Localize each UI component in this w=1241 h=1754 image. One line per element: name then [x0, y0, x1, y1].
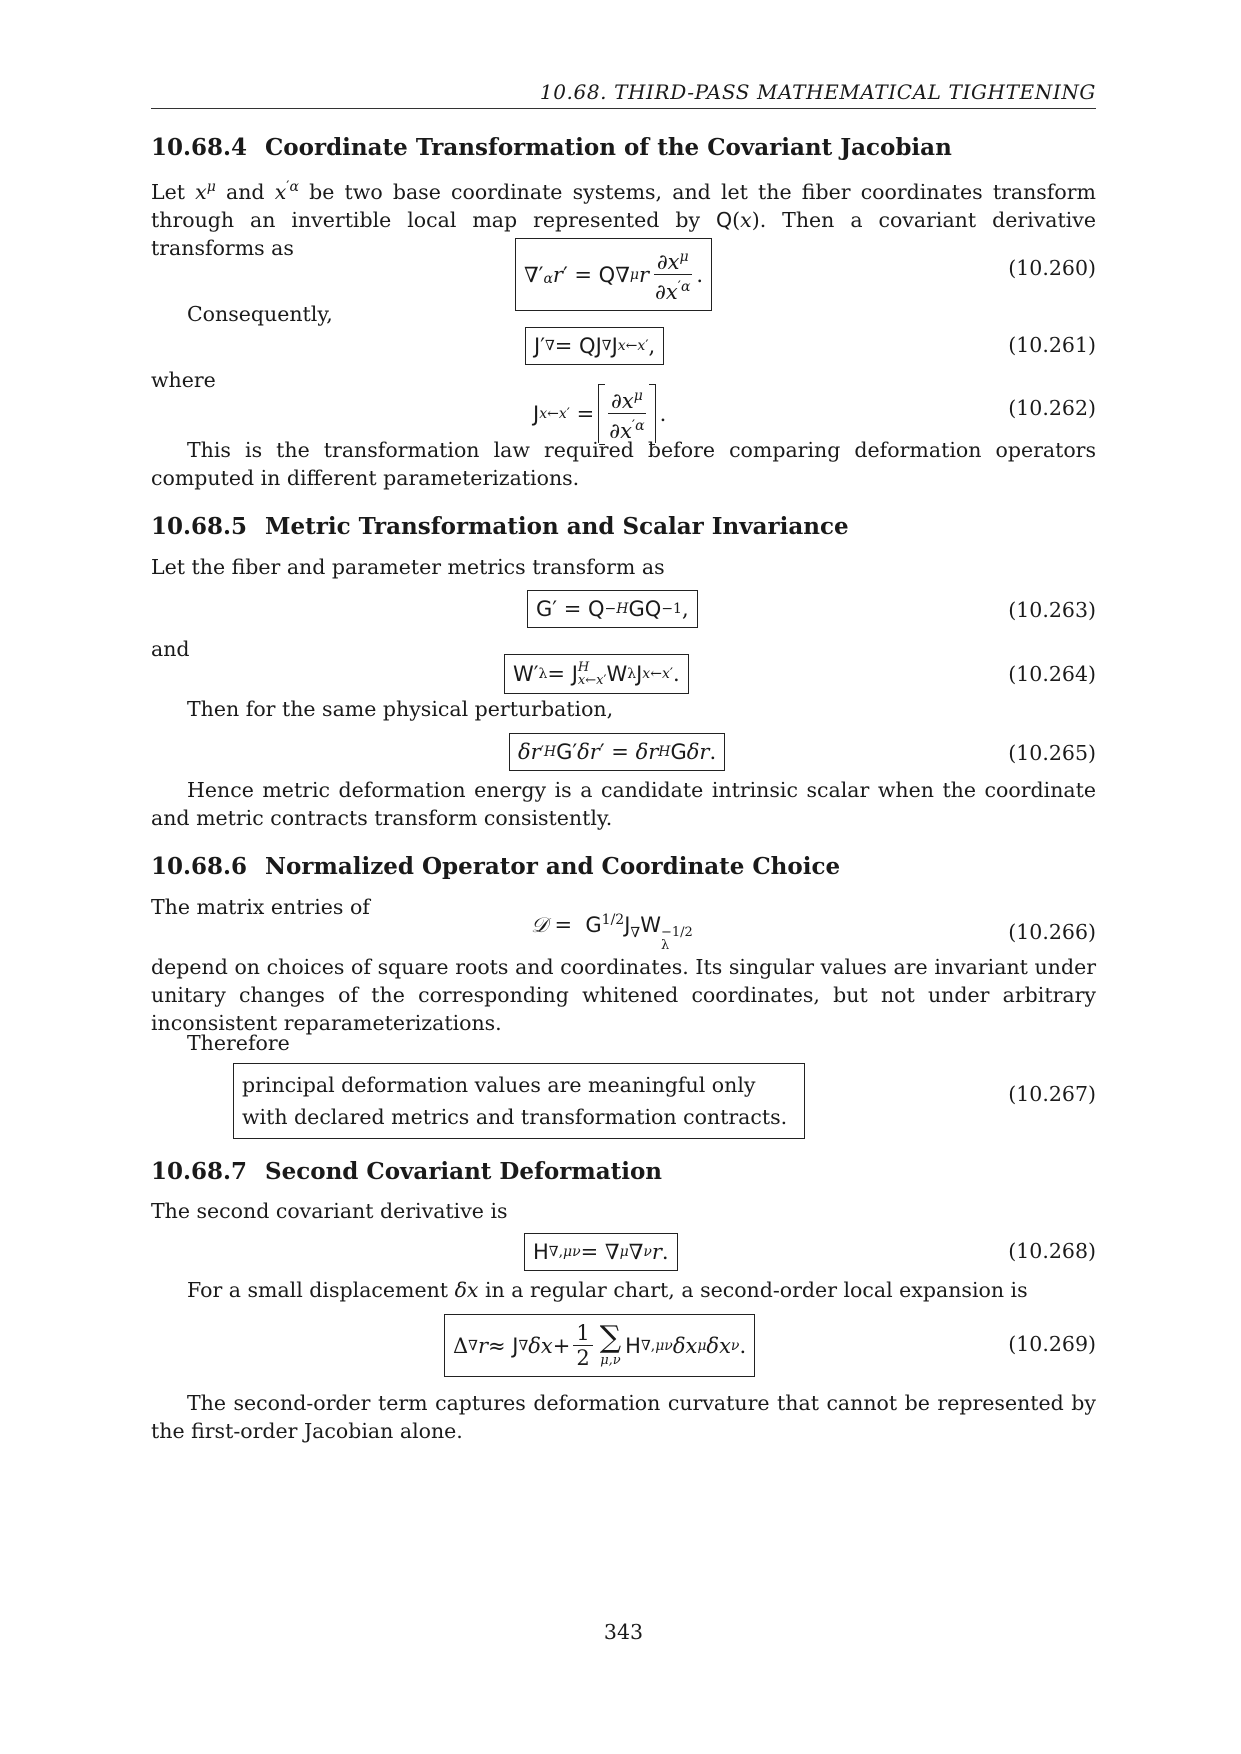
section-heading-10-68-5 — [151, 513, 849, 540]
equation-number: (10.262) — [1008, 396, 1096, 420]
text-and: and — [151, 637, 190, 661]
text-second-covariant: The second covariant derivative is — [151, 1199, 508, 1223]
equation-body: 𝒟 = $G^{1/2}J_\nabla W$ $_{-1/2 \lambda}$ — [531, 912, 693, 953]
text-matrix-entries: The matrix entries of — [151, 895, 370, 919]
paragraph-hence: Hence metric deformation energy is a candidate intrinsic scalar when the coordinate and metric contracts transform consistently. — [151, 778, 1096, 830]
text-fragment: . Then a covariant derivative transforms as — [151, 207, 1096, 260]
equation-body: G ′ = Q −H GQ −1 , — [527, 590, 698, 628]
paragraph-intro: Let $x^\mu$ and $x^{'\alpha}$ be two base coordinate systems, and let the fiber coordinates transform through an invertible local map represented by Q(x). Then a covariant derivative transforms as — [151, 179, 1096, 260]
paragraph-square-roots: depend on choices of square roots and coordinates. Its singular values are invariant under unitary changes of the corresponding whitened coordinates, but not under arbitrary inconsistent reparameterizations. — [151, 955, 1096, 1035]
section-number: 10.68.4 — [151, 134, 248, 161]
text-consequently: Consequently, — [187, 302, 333, 326]
text-therefore: Therefore — [187, 1031, 290, 1055]
equation-number: (10.266) — [1008, 920, 1096, 944]
section-heading-10-68-6 — [151, 853, 840, 880]
text-fragment: and — [215, 179, 275, 204]
page — [151, 0, 1096, 1754]
section-number: 10.68.7 — [151, 1158, 248, 1185]
text-fragment: be two base coordinate systems, and let the fiber coordinates transform through an invertible local map represented by — [151, 179, 1096, 232]
equation-number: (10.267) — [1008, 1082, 1096, 1106]
equation-number: (10.261) — [1008, 333, 1096, 357]
equation-body: Δ ∇ r ≈ J ∇ δx + $\frac{1}{2}$ ∑ μ,ν H ∇,μν δx μ δx ν . — [444, 1314, 755, 1377]
page-number: 343 — [603, 1620, 644, 1644]
text-fragment: Let — [151, 179, 196, 204]
equation-body: J x←x′ = $\frac{\partial x^\mu}{\partial x^{'\alpha}}$ . — [533, 384, 666, 443]
section-number: 10.68.5 — [151, 513, 248, 540]
equation-number: (10.269) — [1008, 1332, 1096, 1356]
text-fragment: in a regular chart, a second-order local expansion is — [478, 1278, 1028, 1302]
equation-body: W ′ λ = J H x←x′ W λ J x←x′ . — [504, 654, 689, 694]
section-title: Metric Transformation and Scalar Invariance — [265, 513, 849, 540]
section-heading-10-68-4 — [151, 134, 952, 161]
paragraph-second-order-term: The second-order term captures deformation curvature that cannot be represented by the first-order Jacobian alone. — [151, 1391, 1096, 1443]
section-title: Normalized Operator and Coordinate Choice — [265, 853, 841, 880]
boxed-statement-10-267: principal deformation values are meaningful only with declared metrics and transformation contracts. — [233, 1063, 805, 1139]
paragraph-metrics: Let the fiber and parameter metrics transform as — [151, 555, 665, 579]
equation-10-260 — [151, 238, 1096, 304]
equation-body: δr ′H G ′ δr ′ = δr H G δr . — [509, 733, 725, 771]
equation-number: (10.263) — [1008, 598, 1096, 622]
equation-10-262 — [151, 384, 1096, 444]
equation-body: H ∇,μν = ∇ μ ∇ ν r . — [524, 1233, 678, 1271]
equation-number: (10.265) — [1008, 741, 1096, 765]
equation-number: (10.264) — [1008, 662, 1096, 686]
equation-body: ∇′ $_\alpha$ r ′ = Q ∇ μ r $\frac{\partial x^\mu}{\partial x^{'\alpha}}$ . — [515, 238, 712, 311]
equation-number: (10.260) — [1008, 256, 1096, 280]
equation-number: (10.268) — [1008, 1239, 1096, 1263]
section-heading-10-68-7 — [151, 1158, 662, 1185]
section-title: Second Covariant Deformation — [265, 1158, 663, 1185]
text-where: where — [151, 368, 216, 392]
equation-body: J ′ ∇ = QJ ∇ J x←x′ , — [525, 327, 664, 365]
section-number: 10.68.6 — [151, 853, 248, 880]
paragraph-small-displacement: For a small displacement δx in a regular chart, a second-order local expansion is — [187, 1278, 1028, 1302]
equation-10-269 — [151, 1314, 1096, 1374]
running-head: 10.68. THIRD-PASS MATHEMATICAL TIGHTENING — [539, 80, 1096, 104]
paragraph-transformation-law: This is the transformation law required before comparing deformation operators computed in different parameterizations. — [151, 438, 1096, 490]
header-rule — [151, 108, 1096, 109]
section-title: Coordinate Transformation of the Covariant Jacobian — [265, 134, 952, 161]
text-fragment: For a small displacement — [187, 1278, 455, 1302]
text-perturbation: Then for the same physical perturbation, — [187, 697, 614, 721]
